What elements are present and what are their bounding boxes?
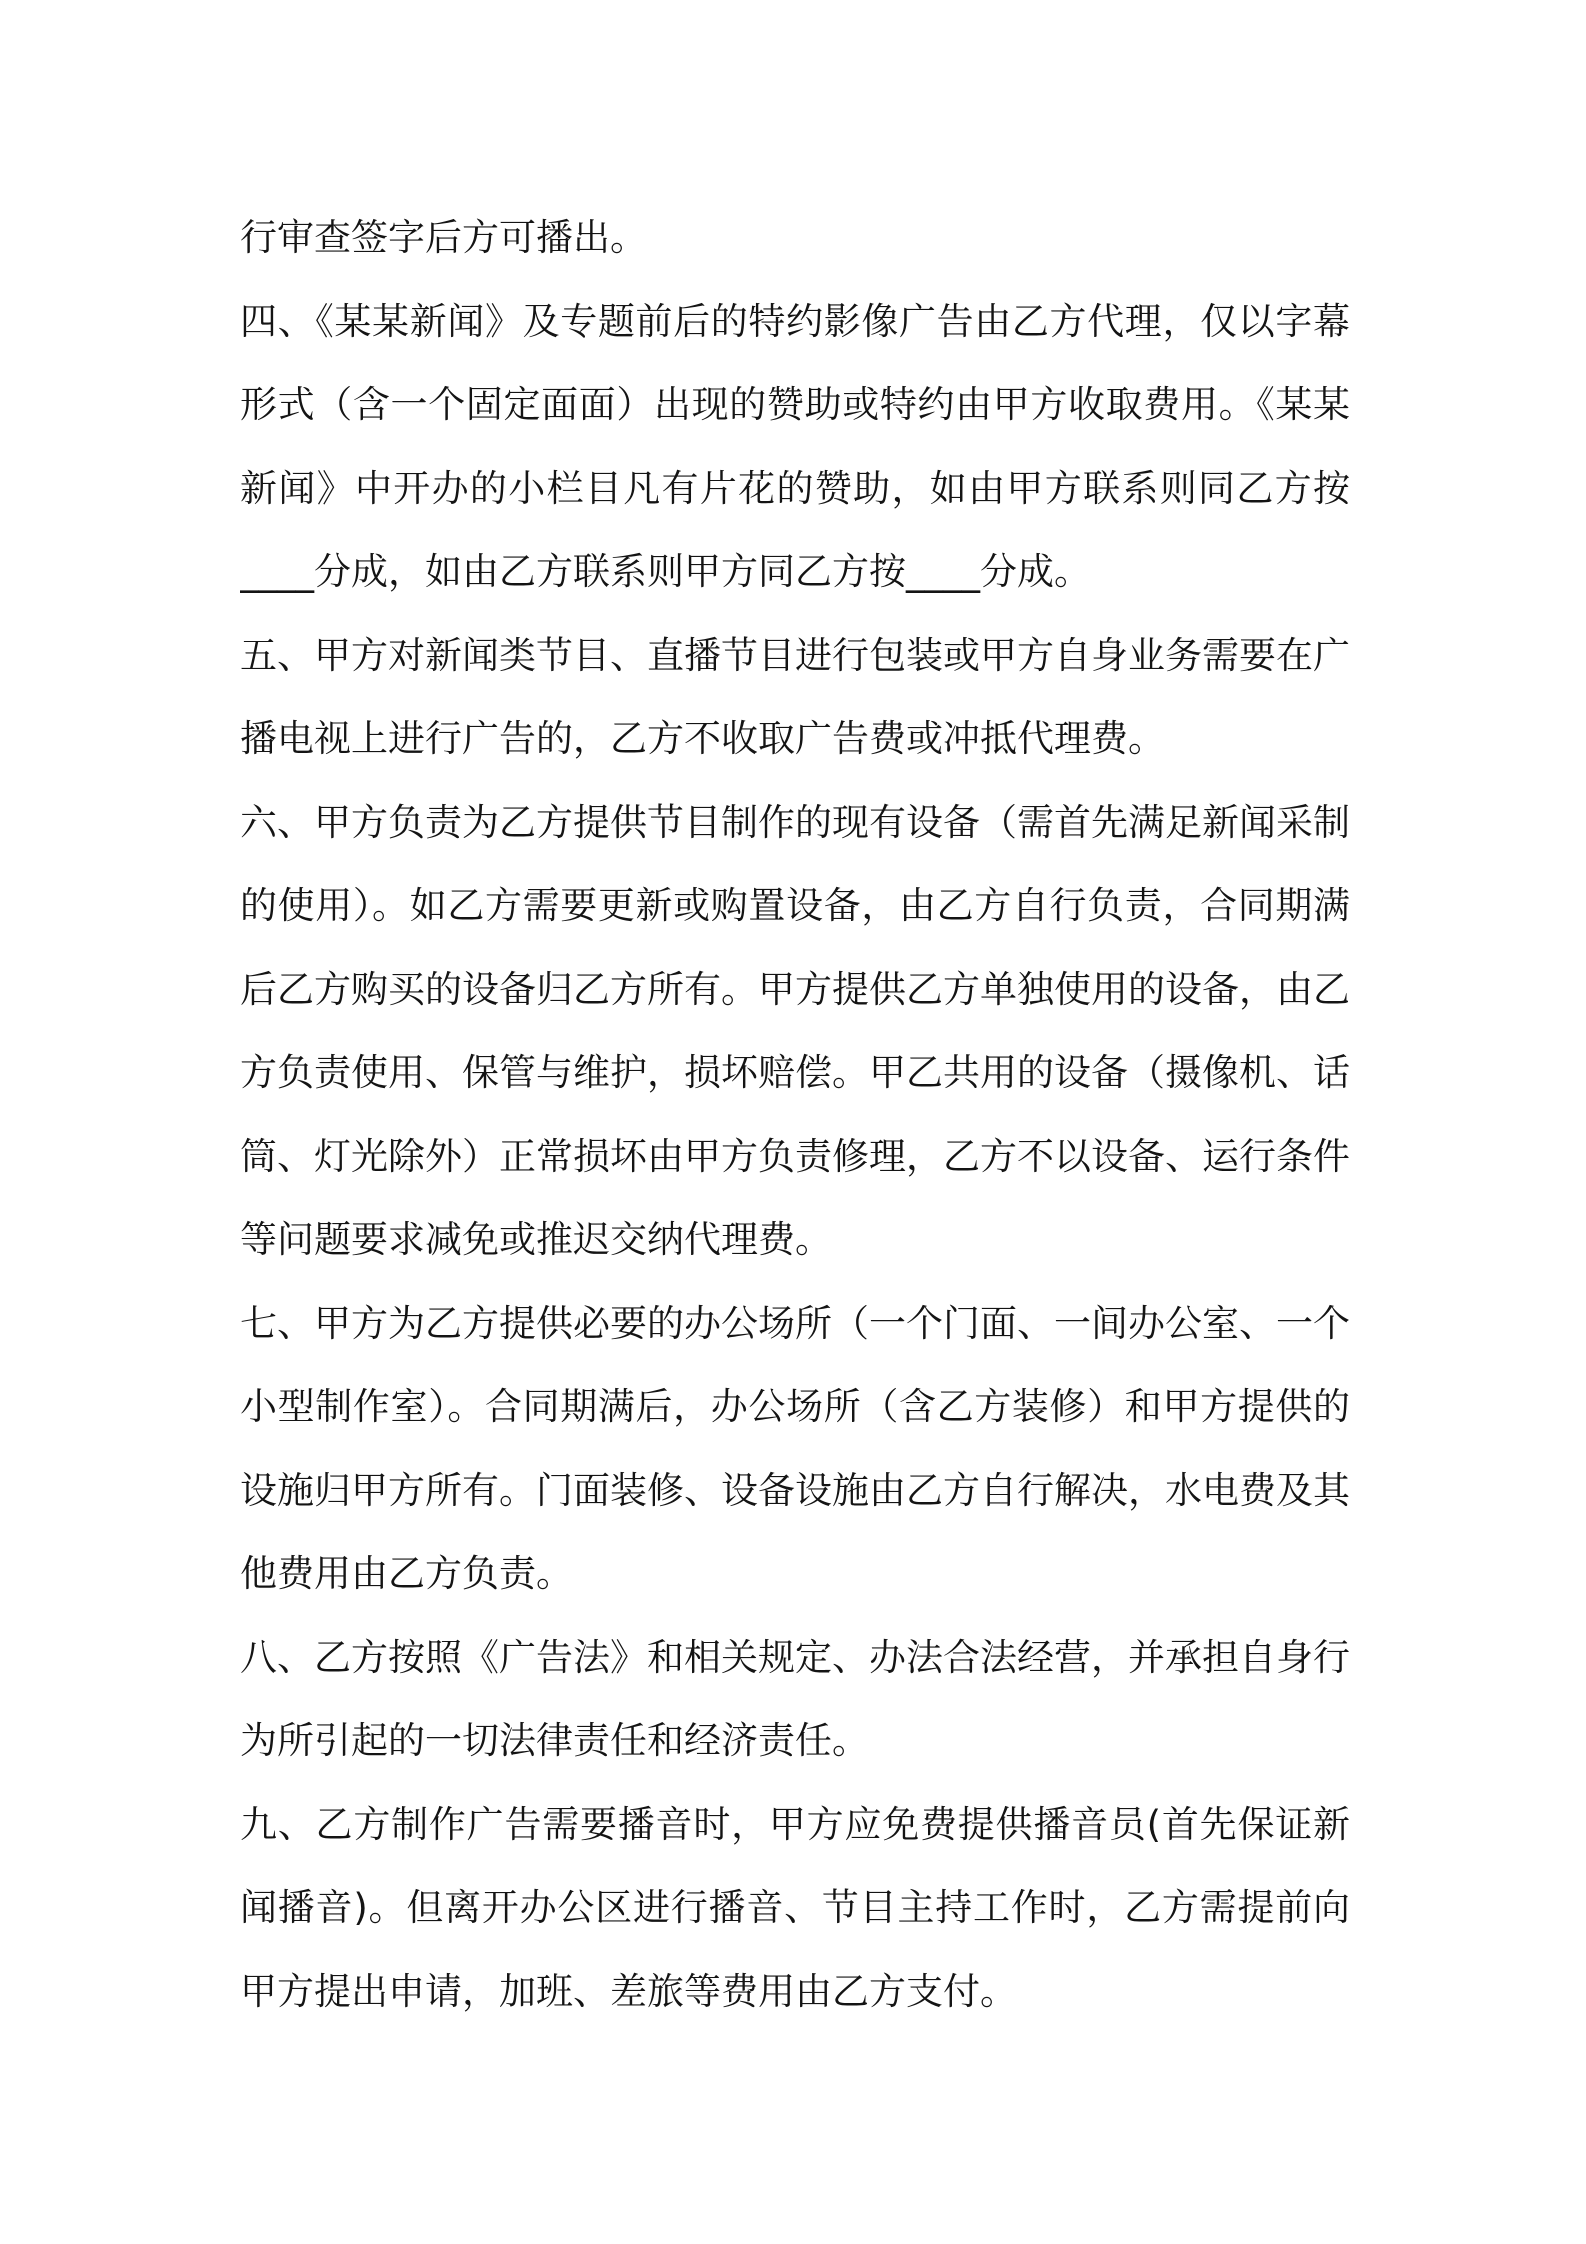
text-line: 四、《某某新闻》及专题前后的特约影像广告由乙方代理，仅以字幕 <box>240 299 1350 343</box>
text-line: ____分成，如由乙方联系则甲方同乙方按____分成。 <box>240 550 1091 593</box>
text-line: 形式（含一个固定面面）出现的赞助或特约由甲方收取费用。《某某 <box>240 383 1350 426</box>
text-line: 七、甲方为乙方提供必要的办公场所（一个门面、一间办公室、一个 <box>240 1301 1350 1345</box>
text-line: 行审查签字后方可播出。 <box>240 216 647 259</box>
text-line: 等问题要求减免或推迟交纳代理费。 <box>240 1218 832 1261</box>
text-line: 方负责使用、保管与维护，损坏赔偿。甲乙共用的设备（摄像机、话 <box>240 1051 1350 1094</box>
text-line: 九、乙方制作广告需要播音时，甲方应免费提供播音员(首先保证新 <box>240 1802 1350 1846</box>
text-line: 筒、灯光除外）正常损坏由甲方负责修理，乙方不以设备、运行条件 <box>240 1134 1350 1178</box>
text-line: 后乙方购买的设备归乙方所有。甲方提供乙方单独使用的设备，由乙 <box>240 967 1350 1011</box>
text-line: 他费用由乙方负责。 <box>240 1552 573 1595</box>
text-line: 播电视上进行广告的，乙方不收取广告费或冲抵代理费。 <box>240 717 1165 760</box>
text-line: 设施归甲方所有。门面装修、设备设施由乙方自行解决，水电费及其 <box>240 1468 1350 1512</box>
text-line: 五、甲方对新闻类节目、直播节目进行包装或甲方自身业务需要在广 <box>240 633 1350 677</box>
text-line: 小型制作室）。合同期满后，办公场所（含乙方装修）和甲方提供的 <box>240 1385 1350 1428</box>
document-body <box>240 196 1350 2033</box>
text-line: 闻播音)。但离开办公区进行播音、节目主持工作时，乙方需提前向 <box>240 1886 1350 1929</box>
text-line: 为所引起的一切法律责任和经济责任。 <box>240 1719 869 1762</box>
text-line: 的使用）。如乙方需要更新或购置设备，由乙方自行负责，合同期满 <box>240 884 1350 927</box>
text-line: 八、乙方按照《广告法》和相关规定、办法合法经营，并承担自身行 <box>240 1635 1350 1679</box>
text-line: 六、甲方负责为乙方提供节目制作的现有设备（需首先满足新闻采制 <box>240 800 1350 844</box>
text-line: 甲方提出申请，加班、差旅等费用由乙方支付。 <box>240 1969 1017 2013</box>
text-line: 新闻》中开办的小栏目凡有片花的赞助，如由甲方联系则同乙方按 <box>240 466 1350 510</box>
